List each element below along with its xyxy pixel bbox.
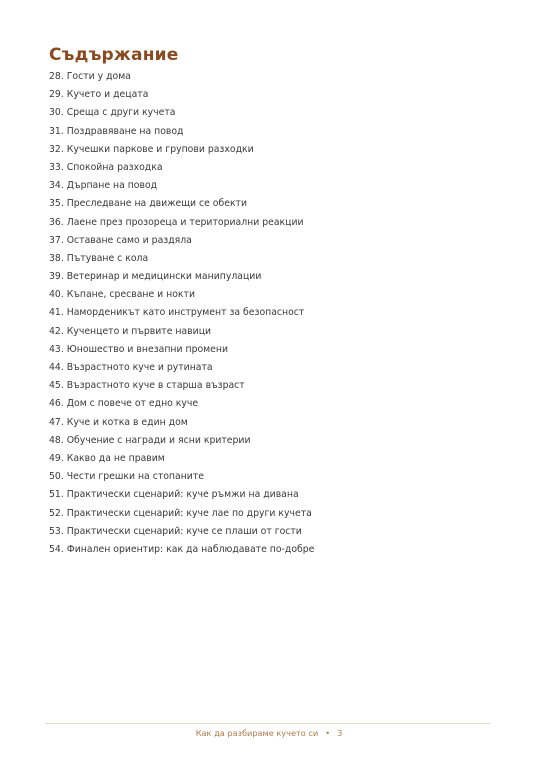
toc-item: 28. Гости у дома [49, 71, 131, 82]
toc-item: 37. Оставане само и раздяла [49, 234, 192, 246]
toc-item: 41. Наморденикът като инструмент за безопасност [49, 307, 305, 319]
toc-item: 52. Практически сценарий: куче лае по други кучета [49, 507, 312, 519]
toc-item: 36. Лаене през прозореца и териториални реакции [49, 216, 304, 228]
toc-item: 43. Юношество и внезапни промени [49, 343, 229, 355]
toc-item: 33. Спокойна разходка [49, 161, 163, 173]
toc-item: 48. Обучение с награди и ясни критерии [49, 434, 251, 446]
toc-item: 39. Ветеринар и медицински манипулации [49, 271, 262, 283]
toc-item: 46. Дом с повече от едно куче [49, 398, 199, 410]
toc-item: 49. Какво да не правим [49, 452, 165, 464]
toc-item: 54. Финален ориентир: как да наблюдавате по-добре [49, 543, 315, 555]
toc-item: 53. Практически сценарий: куче се плаши от гости [49, 525, 302, 537]
toc-list [49, 70, 314, 561]
toc-item: 47. Куче и котка в един дом [49, 416, 188, 428]
toc-item: 32. Кучешки паркове и групови разходки [49, 143, 254, 155]
toc-item: 42. Кученцето и първите навици [49, 325, 212, 337]
toc-item: 34. Дърпане на повод [49, 180, 158, 192]
toc-title: Съдържание [49, 45, 179, 65]
toc-item: 51. Практически сценарий: куче ръмжи на дивана [49, 489, 299, 501]
toc-item: 35. Преследване на движещи се обекти [49, 198, 248, 210]
toc-item: 50. Чести грешки на стопаните [49, 471, 204, 483]
toc-item: 30. Среща с други кучета [49, 107, 176, 119]
footer-separator: • [325, 728, 331, 738]
toc-item: 38. Пътуване с кола [49, 252, 149, 264]
toc-item: 31. Поздравяване на повод [49, 125, 184, 137]
page-footer [0, 728, 538, 739]
toc-item: 29. Кучето и децата [49, 89, 149, 101]
footer-book-title: Как да разбираме кучето си [195, 728, 319, 738]
toc-item: 40. Къпане, сресване и нокти [49, 289, 196, 301]
toc-item: 45. Възрастното куче в старша възраст [49, 380, 245, 392]
footer-divider [45, 723, 490, 724]
toc-item: 44. Възрастното куче и рутината [49, 362, 213, 373]
page-number: 3 [337, 728, 343, 738]
